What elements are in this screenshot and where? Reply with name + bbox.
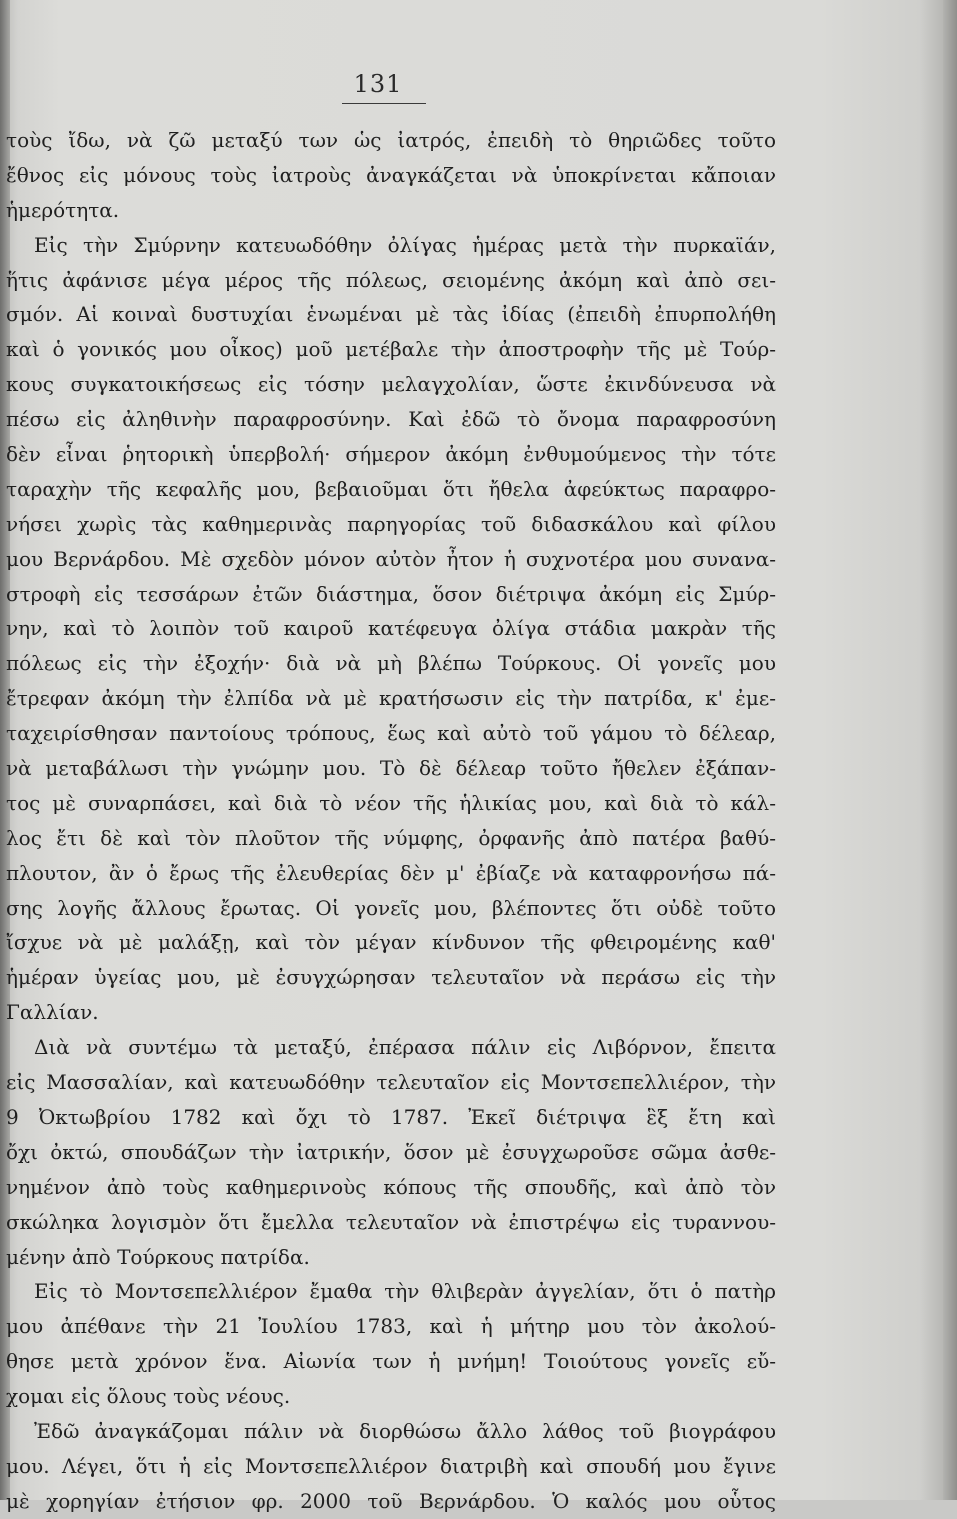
text-line: χομαι εἰς ὅλους τοὺς νέους.: [6, 1384, 291, 1409]
text-line: στροφὴ εἰς τεσσάρων ἐτῶν διάστημα, ὅσον διέτριψα ἀκόμη εἰς Σμύρ-: [6, 581, 776, 606]
text-line: μου Βερνάρδου. Μὲ σχεδὸν μόνον αὐτὸν ἦτον ἡ συχνοτέρα μου συνανα-: [6, 546, 776, 571]
text-line: νήσει χωρὶς τὰς καθημερινὰς παρηγορίας τοῦ διδασκάλου καὶ φίλου: [6, 511, 776, 536]
body-text: [6, 123, 776, 1519]
page-edge: [943, 0, 957, 1500]
text-line: νην, καὶ τὸ λοιπὸν τοῦ καιροῦ κατέφευγα ὀλίγα στάδια μακρὰν τῆς: [6, 616, 776, 641]
text-line: ταχειρίσθησαν παντοίους τρόπους, ἕως καὶ αὐτὸ τοῦ γάμου τὸ δέλεαρ,: [6, 721, 776, 746]
text-line: ἴσχυε νὰ μὲ μαλάξῃ, καὶ τὸν μέγαν κίνδυνον τῆς φθειρομένης καθ': [6, 930, 776, 955]
text-line: μὲ χορηγίαν ἐτήσιον φρ. 2000 τοῦ Βερνάρδου. Ὁ καλός μου οὗτος: [6, 1488, 776, 1513]
text-line: νημένον ἀπὸ τοὺς καθημερινοὺς κόπους τῆς σπουδῆς, καὶ ἀπὸ τὸν: [6, 1174, 776, 1199]
text-line: Εἰς τὴν Σμύρνην κατευωδόθην ὀλίγας ἡμέρας μετὰ τὴν πυρκαϊάν,: [34, 232, 776, 257]
text-line: δὲν εἶναι ῥητορικὴ ὑπερβολή· σήμερον ἀκόμη ἐνθυμούμενος τὴν τότε: [6, 442, 776, 467]
text-line: ἡμερότητα.: [6, 197, 120, 222]
text-line: κους συγκατοικήσεως εἰς τόσην μελαγχολίαν, ὥστε ἐκινδύνευσα νὰ: [6, 372, 776, 397]
text-line: σης λογῆς ἄλλους ἔρωτας. Οἱ γονεῖς μου, βλέποντες ὅτι οὐδὲ τοῦτο: [6, 895, 776, 920]
text-line: Γαλλίαν.: [6, 1000, 99, 1025]
text-line: πλουτον, ἂν ὁ ἔρως τῆς ἐλευθερίας δὲν μ' ἐβίαζε νὰ καταφρονήσω πά-: [6, 860, 776, 885]
text-line: εἰς Μασσαλίαν, καὶ κατευωδόθην τελευταῖον εἰς Μοντσεπελλιέρον, τὴν: [6, 1070, 776, 1095]
page-number-rule: [342, 103, 426, 104]
page-number: 131: [353, 70, 403, 98]
text-line: ἡμέραν ὑγείας μου, μὲ ἐσυγχώρησαν τελευταῖον νὰ περάσω εἰς τὴν: [6, 965, 776, 990]
text-line: καὶ ὁ γονικός μου οἶκος) μοῦ μετέβαλε τὴν ἀποστροφὴν τῆς μὲ Τούρ-: [6, 337, 776, 362]
text-line: μου ἀπέθανε τὴν 21 Ἰουλίου 1783, καὶ ἡ μήτηρ μου τὸν ἀκολού-: [6, 1314, 776, 1339]
text-line: ἔτρεφαν ἀκόμη τὴν ἐλπίδα νὰ μὲ κρατήσωσιν εἰς τὴν πατρίδα, κ' ἐμε-: [6, 686, 776, 711]
text-line: μου. Λέγει, ὅτι ἡ εἰς Μοντσεπελλιέρον διατριβὴ καὶ σπουδή μου ἔγινε: [6, 1453, 776, 1478]
text-line: σμόν. Αἱ κοιναὶ δυστυχίαι ἑνωμέναι μὲ τὰς ἰδίας (ἐπειδὴ ἐπυρπολήθη: [6, 302, 776, 327]
text-line: ὄχι ὀκτώ, σπουδάζων τὴν ἰατρικήν, ὅσον μὲ ἐσυγχωροῦσε σῶμα ἀσθε-: [6, 1139, 776, 1164]
text-line: Εἰς τὸ Μοντσεπελλιέρον ἔμαθα τὴν θλιβερὰν ἀγγελίαν, ὅτι ὁ πατὴρ: [34, 1279, 776, 1304]
text-line: Ἐδῶ ἀναγκάζομαι πάλιν νὰ διορθώσω ἄλλο λάθος τοῦ βιογράφου: [34, 1418, 776, 1443]
text-line: ἥτις ἀφάνισε μέγα μέρος τῆς πόλεως, σειομένης ἀκόμη καὶ ἀπὸ σει-: [6, 267, 776, 292]
text-line: νὰ μεταβάλωσι τὴν γνώμην μου. Τὸ δὲ δέλεαρ τοῦτο ἤθελεν ἐξάπαν-: [6, 756, 776, 781]
text-line: θησε μετὰ χρόνον ἕνα. Αἰωνία των ἡ μνήμη! Τοιούτους γονεῖς εὔ-: [6, 1349, 776, 1374]
text-line: μένην ἀπὸ Τούρκους πατρίδα.: [6, 1244, 310, 1269]
text-line: 9 Ὀκτωβρίου 1782 καὶ ὄχι τὸ 1787. Ἐκεῖ διέτριψα ἓξ ἔτη καὶ: [6, 1104, 776, 1129]
text-line: λος ἔτι δὲ καὶ τὸν πλοῦτον τῆς νύμφης, ὀρφανῆς ἀπὸ πατέρα βαθύ-: [6, 825, 776, 850]
text-line: πέσω εἰς ἀληθινὴν παραφροσύνην. Καὶ ἐδῶ τὸ ὄνομα παραφροσύνη: [6, 407, 776, 432]
text-line: πόλεως εἰς τὴν ἐξοχήν· διὰ νὰ μὴ βλέπω Τούρκους. Οἱ γονεῖς μου: [6, 651, 776, 676]
text-line: ταραχὴν τῆς κεφαλῆς μου, βεβαιοῦμαι ὅτι ἤθελα ἀφεύκτως παραφρο-: [6, 476, 776, 501]
text-line: τος μὲ συναρπάσει, καὶ διὰ τὸ νέον τῆς ἡλικίας μου, καὶ διὰ τὸ κάλ-: [6, 790, 776, 815]
text-line: τοὺς ἴδω, νὰ ζῶ μεταξύ των ὡς ἰατρός, ἐπειδὴ τὸ θηριῶδες τοῦτο: [6, 128, 776, 152]
text-line: σκώληκα λογισμὸν ὅτι ἔμελλα τελευταῖον νὰ ἐπιστρέψω εἰς τυραννου-: [6, 1209, 776, 1234]
text-line: ἔθνος εἰς μόνους τοὺς ἰατροὺς ἀναγκάζεται νὰ ὑποκρίνεται κἄποιαν: [6, 162, 776, 187]
text-line: Διὰ νὰ συντέμω τὰ μεταξύ, ἐπέρασα πάλιν εἰς Λιβόρνον, ἔπειτα: [34, 1035, 776, 1060]
